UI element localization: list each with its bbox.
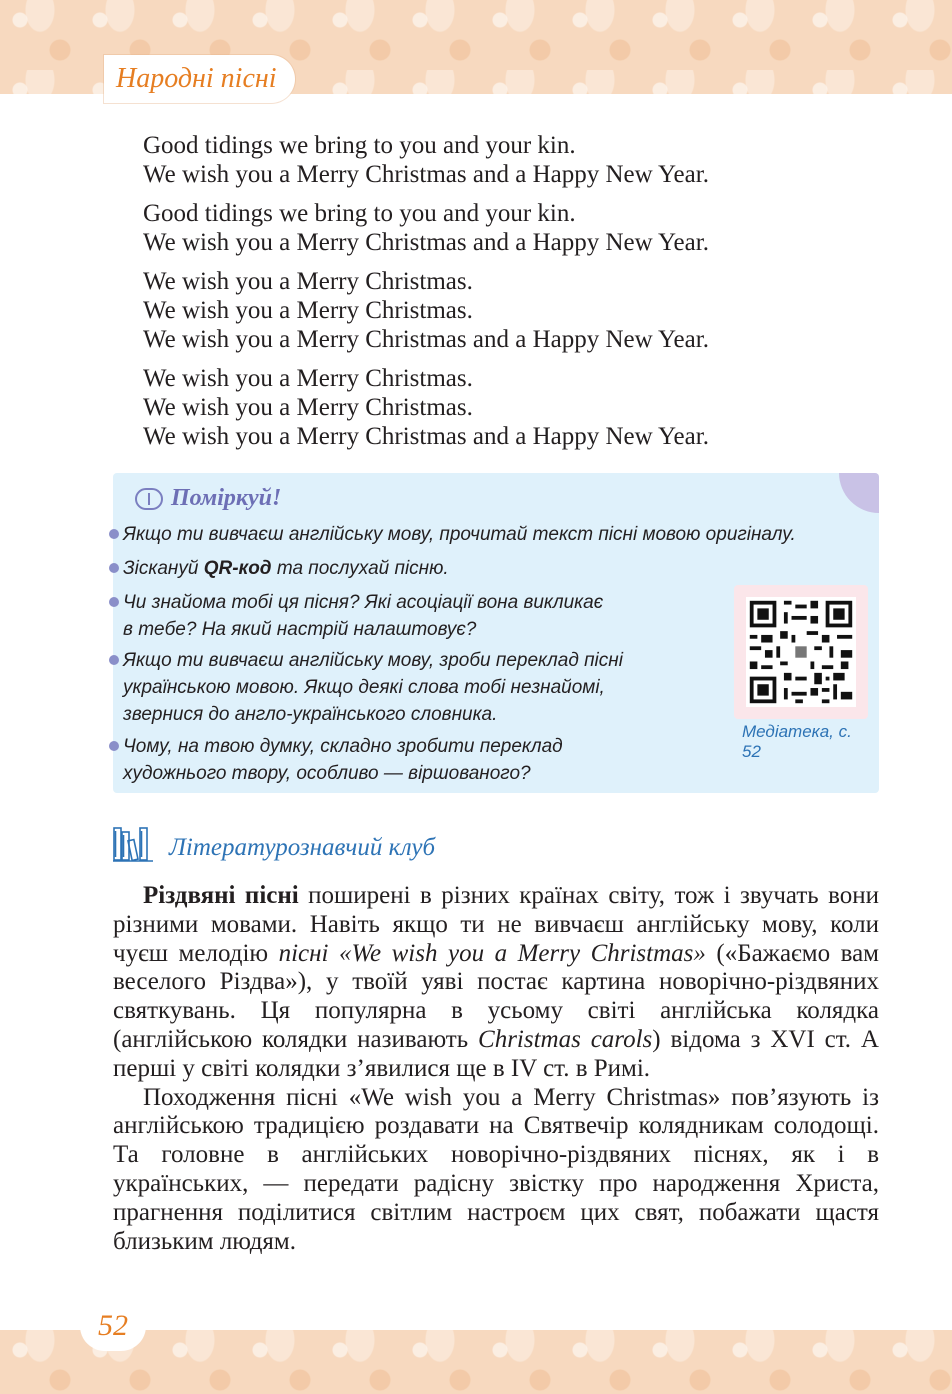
open-book-icon	[135, 488, 163, 510]
text-run: ) відома з XVI ст. А перші у світі колядки з’явилися ще в IV ст. в Римі.	[113, 1025, 879, 1082]
song-lyrics	[143, 131, 843, 461]
bullet-icon	[109, 655, 119, 665]
lyric-line: We wish you a Merry Christmas and a Happy New Year.	[143, 229, 709, 256]
section-tab	[104, 55, 295, 103]
section-title: Народні пісні	[116, 63, 277, 94]
bullet-icon	[109, 563, 119, 573]
think-header	[135, 485, 281, 512]
think-item-text	[123, 555, 449, 582]
paragraph-2: Походження пісні «We wish you a Merry Christmas» пов’язують із англійською традицією роздавати на Святвечір колядникам солодощі. Та головне в англійських новорічно-різдвяних піснях, як і в українських, — передати радісну звістку про народження Христа, прагнення поділитися світлим настроєм цих свят, побажати щастя близьким людям.	[113, 1083, 879, 1255]
bullet-icon	[109, 597, 119, 607]
bullet-icon	[109, 529, 119, 539]
italic-run: Christmas carols	[478, 1025, 653, 1053]
think-item-line: Якщо ти вивчаєш англійську мову, зроби переклад пісні	[123, 650, 623, 671]
think-item-1	[117, 521, 796, 548]
lyric-line: Good tidings we bring to you and your kin.	[143, 200, 576, 227]
club-title: Літературознавчий клуб	[169, 834, 436, 861]
text-run: («Бажаємо вам веселого Різдва»), у твоїй уяві постає картина новорічно-різдвяних святкувань. Ця популярна в усьому світі англійська колядка (англійською колядки називають	[113, 939, 879, 1053]
lyric-line: We wish you a Merry Christmas and a Happy New Year.	[143, 161, 709, 188]
text-run: поширені в різних країнах світу, тож і звучать вони різними мовами. Навіть якщо ти не вивчаєш англійську мову, коли чуєш мелодію	[113, 882, 879, 967]
think-item-text-part: та послухай пісню.	[271, 558, 449, 579]
think-item-line: звернися до англо-українського словника.	[123, 704, 498, 725]
think-item-line: українською мовою. Якщо деякі слова тобі незнайомі,	[123, 677, 605, 698]
italic-run: пісні «We wish you a Merry Christmas»	[278, 939, 706, 967]
bottom-decorative-band	[0, 1330, 952, 1394]
bullet-icon	[109, 741, 119, 751]
stanza-3	[143, 267, 843, 354]
qr-caption: Медіатека, с. 52	[742, 722, 852, 761]
stanza-4	[143, 364, 843, 451]
think-item-5	[117, 733, 563, 787]
club-header	[113, 826, 435, 862]
think-item-text-part: Зіскануй	[123, 558, 204, 579]
qr-code-icon	[746, 597, 856, 707]
stanza-2	[143, 199, 843, 257]
think-item-text	[123, 733, 563, 787]
qr-code[interactable]	[746, 597, 856, 707]
think-item-3	[117, 589, 603, 643]
think-item-text	[123, 647, 623, 728]
corner-decoration	[839, 473, 879, 513]
think-item-line: художнього твору, особливо — віршованого?	[123, 763, 531, 784]
lyric-line: We wish you a Merry Christmas.	[143, 268, 473, 295]
qr-code-frame	[734, 585, 868, 719]
think-item-text: Якщо ти вивчаєш англійську мову, прочитай текст пісні мовою оригіналу.	[123, 524, 796, 545]
lyric-line: We wish you a Merry Christmas.	[143, 297, 473, 324]
bold-term: Різдвяні пісні	[143, 882, 299, 909]
think-item-line: в тебе? На який настрій налаштовує?	[123, 619, 477, 640]
think-item-line: Чому, на твою думку, складно зробити переклад	[123, 736, 563, 757]
think-item-4	[117, 647, 623, 728]
think-item-line: Чи знайома тобі ця пісня? Які асоціації вона викликає	[123, 592, 604, 613]
lyric-line: We wish you a Merry Christmas and a Happy New Year.	[143, 423, 709, 450]
think-title: Поміркуй!	[171, 485, 282, 511]
page-number: 52	[80, 1301, 146, 1351]
think-item-text	[123, 589, 603, 643]
lyric-line: We wish you a Merry Christmas.	[143, 394, 473, 421]
think-item-2	[117, 555, 449, 582]
lyric-line: We wish you a Merry Christmas.	[143, 365, 473, 392]
paragraph-1	[113, 882, 879, 1084]
lyric-line: We wish you a Merry Christmas and a Happy New Year.	[143, 326, 709, 353]
stanza-1	[143, 131, 843, 189]
qr-code-term: QR-код	[203, 558, 272, 579]
lyric-line: Good tidings we bring to you and your kin.	[143, 132, 576, 159]
article-text	[113, 882, 879, 1256]
books-icon	[113, 826, 155, 862]
